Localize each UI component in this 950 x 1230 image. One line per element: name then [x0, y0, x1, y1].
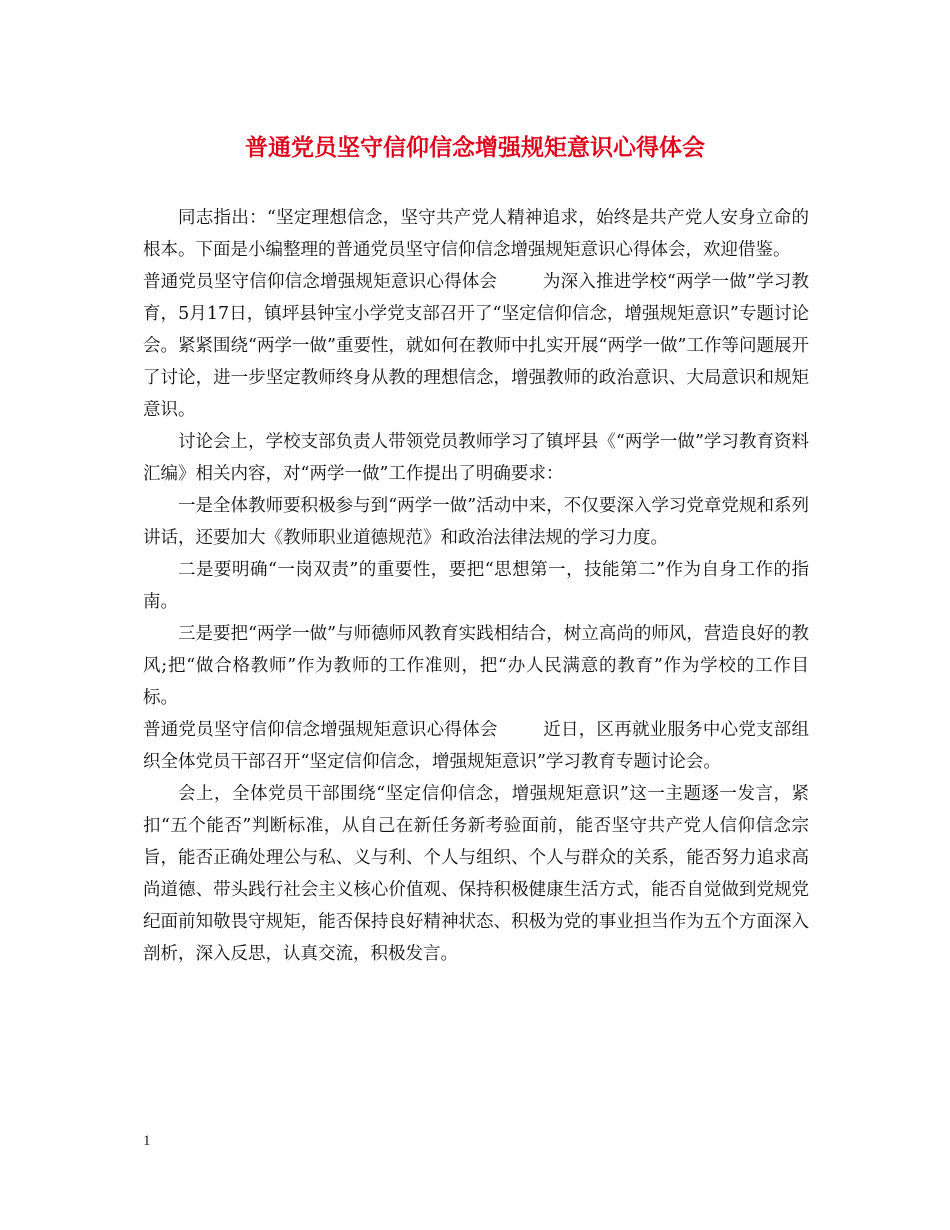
paragraph-text: 三是要把“两学一做”与师德师风教育实践相结合，树立高尚的师风，营造良好的教风;把“做合格教师”作为教师的工作准则，把“办人民满意的教育”作为学校的工作目标。 — [143, 624, 809, 708]
document-title: 普通党员坚守信仰信念增强规矩意识心得体会 — [245, 134, 705, 161]
paragraph-discussion — [143, 426, 809, 490]
page-number: 1 — [143, 1133, 151, 1149]
paragraph-point-3 — [143, 618, 809, 714]
paragraph-section-2 — [143, 714, 809, 778]
paragraph-text: 一是全体教师要积极参与到“两学一做”活动中来，不仅要深入学习党章党规和系列讲话，还要加大《教师职业道德规范》和政治法律法规的学习力度。 — [143, 496, 809, 548]
paragraph-text: 为深入推进学校“两学一做”学习教育，5月17日，镇坪县钟宝小学党支部召开了“坚定信仰信念，增强规矩意识”专题讨论会。紧紧围绕“两学一做”重要性，就如何在教师中扎实开展“两学一做”工作等问题展开了讨论，进一步坚定教师终身从教的理想信念，增强教师的政治意识、大局意识和规矩意识。 — [143, 272, 809, 420]
paragraph-meeting — [143, 778, 809, 970]
document-body — [143, 202, 809, 970]
paragraph-intro — [143, 202, 809, 266]
paragraph-text: 会上，全体党员干部围绕“坚定信仰信念，增强规矩意识”这一主题逐一发言，紧扣“五个能否”判断标准，从自己在新任务新考验面前，能否坚守共产党人信仰信念宗旨，能否正确处理公与私、义与利、个人与组织、个人与群众的关系，能否努力追求高尚道德、带头践行社会主义核心价值观、保持积极健康生活方式，能否自觉做到党规党纪面前知敬畏守规矩，能否保持良好精神状态、积极为党的事业担当作为五个方面深入剖析，深入反思，认真交流，积极发言。 — [143, 784, 809, 964]
paragraph-section-1 — [143, 266, 809, 426]
paragraph-point-1 — [143, 490, 809, 554]
paragraph-text: 讨论会上，学校支部负责人带领党员教师学习了镇坪县《“两学一做”学习教育资料汇编》相关内容，对“两学一做”工作提出了明确要求： — [143, 432, 809, 484]
paragraph-text: 二是要明确“一岗双责”的重要性，要把“思想第一，技能第二”作为自身工作的指南。 — [143, 560, 809, 612]
paragraph-point-2 — [143, 554, 809, 618]
section-heading: 普通党员坚守信仰信念增强规矩意识心得体会 — [143, 720, 498, 740]
paragraph-text: 同志指出：“坚定理想信念，坚守共产党人精神追求，始终是共产党人安身立命的根本。下面是小编整理的普通党员坚守信仰信念增强规矩意识心得体会，欢迎借鉴。 — [143, 208, 809, 260]
paragraph-text: 近日，区再就业服务中心党支部组织全体党员干部召开“坚定信仰信念，增强规矩意识”学习教育专题讨论会。 — [143, 720, 810, 772]
section-heading: 普通党员坚守信仰信念增强规矩意识心得体会 — [143, 272, 498, 292]
